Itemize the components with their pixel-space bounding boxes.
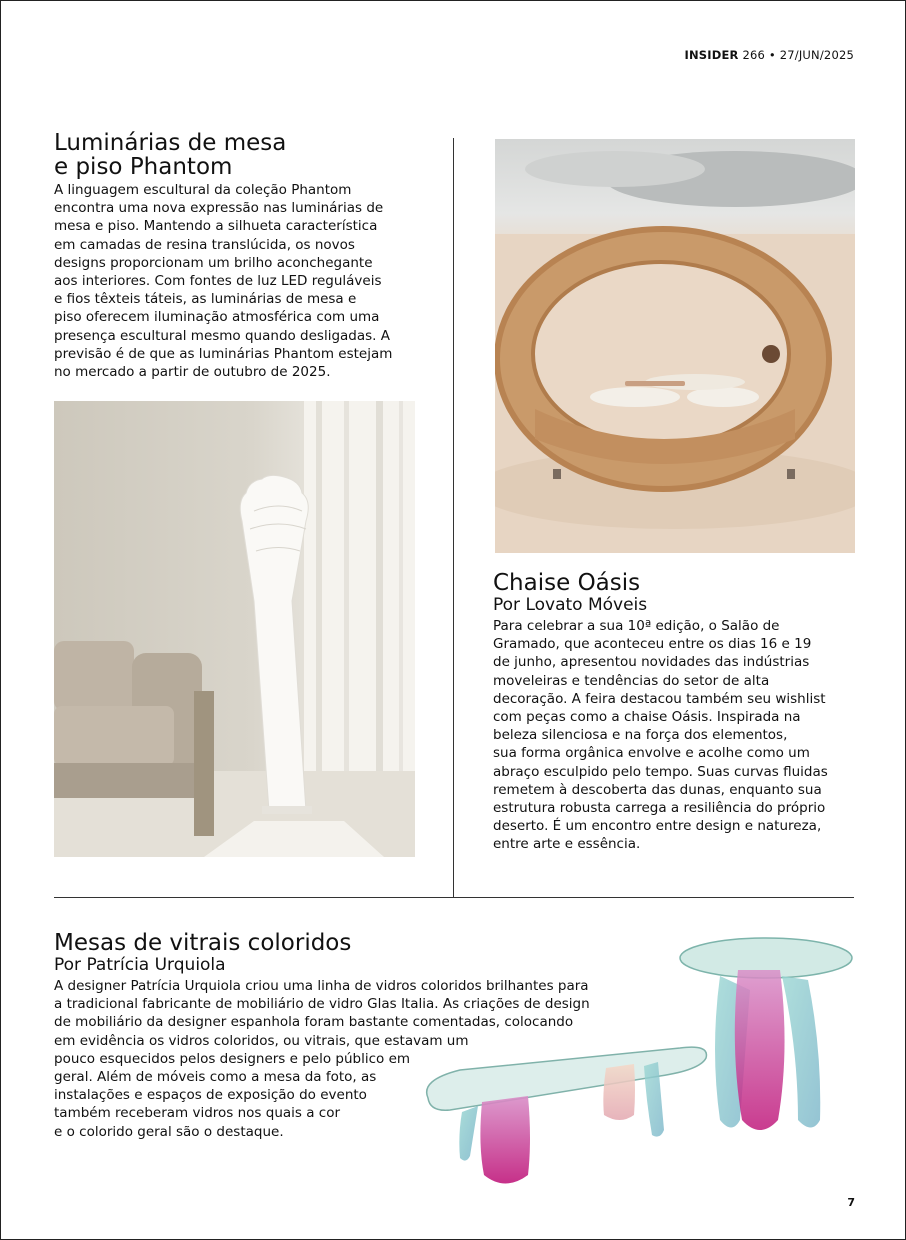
body-line: previsão é de que as luminárias Phantom estejam xyxy=(54,345,393,362)
body-line: de junho, apresentou novidades das indústrias xyxy=(493,654,810,671)
article-title-line: e piso Phantom xyxy=(54,154,233,180)
issue-date: 27/JUN/2025 xyxy=(779,48,854,62)
article-title: Mesas de vitrais coloridos xyxy=(54,930,352,956)
body-line: decoração. A feira destacou também seu wishlist xyxy=(493,690,826,707)
body-line: também receberam vidros nos quais a cor xyxy=(54,1105,341,1122)
header-separator: • xyxy=(768,48,776,62)
section-divider xyxy=(54,897,854,898)
body-line: estrutura robusta carrega a resiliência do próprio xyxy=(493,800,826,817)
body-line: geral. Além de móveis como a mesa da foto, as xyxy=(54,1069,377,1086)
body-line: em evidência os vidros coloridos, ou vitrais, que estavam um xyxy=(54,1032,469,1049)
body-line: sua forma orgânica envolve e acolhe como um xyxy=(493,745,810,762)
page-header xyxy=(684,48,854,62)
body-line: mesa e piso. Mantendo a silhueta característica xyxy=(54,218,378,235)
body-line: A linguagem escultural da coleção Phantom xyxy=(54,182,352,198)
body-line: pouco esquecidos pelos designers e pelo público em xyxy=(54,1050,411,1067)
article-phantom xyxy=(54,131,424,381)
article-body xyxy=(493,617,853,854)
body-line: Gramado, que aconteceu entre os dias 16 e 19 xyxy=(493,636,812,653)
body-line: de mobiliário da designer espanhola foram bastante comentadas, colocando xyxy=(54,1014,574,1031)
body-line: aos interiores. Com fontes de luz LED reguláveis xyxy=(54,273,382,290)
body-line: com peças como a chaise Oásis. Inspirada na xyxy=(493,709,801,726)
body-line: deserto. É um encontro entre design e natureza, xyxy=(493,818,822,835)
body-line: Para celebrar a sua 10ª edição, o Salão de xyxy=(493,618,780,634)
magazine-name: INSIDER xyxy=(684,48,739,62)
body-line: e o colorido geral são o destaque. xyxy=(54,1123,284,1140)
body-line: entre arte e essência. xyxy=(493,836,641,853)
page-number: 7 xyxy=(847,1196,855,1209)
article-title-line: Luminárias de mesa xyxy=(54,130,287,156)
body-line: no mercado a partir de outubro de 2025. xyxy=(54,364,331,381)
body-line: abraço esculpido pelo tempo. Suas curvas fluidas xyxy=(493,763,828,780)
issue-number: 266 xyxy=(742,48,766,62)
body-line: e fios têxteis táteis, as luminárias de mesa e xyxy=(54,291,357,308)
body-line: instalações e espaços de exposição do evento xyxy=(54,1087,367,1104)
body-line: remetem à descoberta das dunas, enquanto sua xyxy=(493,781,822,798)
body-line: encontra uma nova expressão nas luminárias de xyxy=(54,200,384,217)
article-chaise-oasis xyxy=(493,571,853,854)
body-line: designs proporcionam um brilho aconchegante xyxy=(54,254,373,271)
column-divider xyxy=(453,138,454,898)
article-body xyxy=(54,181,424,381)
body-line: presença escultural mesmo quando desligadas. A xyxy=(54,327,391,344)
body-line: em camadas de resina translúcida, os novos xyxy=(54,236,355,253)
article-title xyxy=(54,131,424,179)
body-line: A designer Patrícia Urquiola criou uma linha de vidros coloridos brilhantes para xyxy=(54,978,589,994)
article-subtitle: Por Patrícia Urquiola xyxy=(54,955,226,975)
body-line: beleza silenciosa e na força dos elementos, xyxy=(493,727,788,744)
body-line: moveleiras e tendências do setor de alta xyxy=(493,672,770,689)
chaise-oasis-photo xyxy=(495,139,855,553)
article-body xyxy=(54,977,644,1141)
article-glass-tables xyxy=(54,931,644,1141)
article-title: Chaise Oásis xyxy=(493,570,641,596)
body-line: a tradicional fabricante de mobiliário de vidro Glas Italia. As criações de design xyxy=(54,996,590,1013)
body-line: piso oferecem iluminação atmosférica com uma xyxy=(54,309,380,326)
phantom-lamp-photo xyxy=(54,401,415,857)
article-subtitle: Por Lovato Móveis xyxy=(493,595,648,615)
